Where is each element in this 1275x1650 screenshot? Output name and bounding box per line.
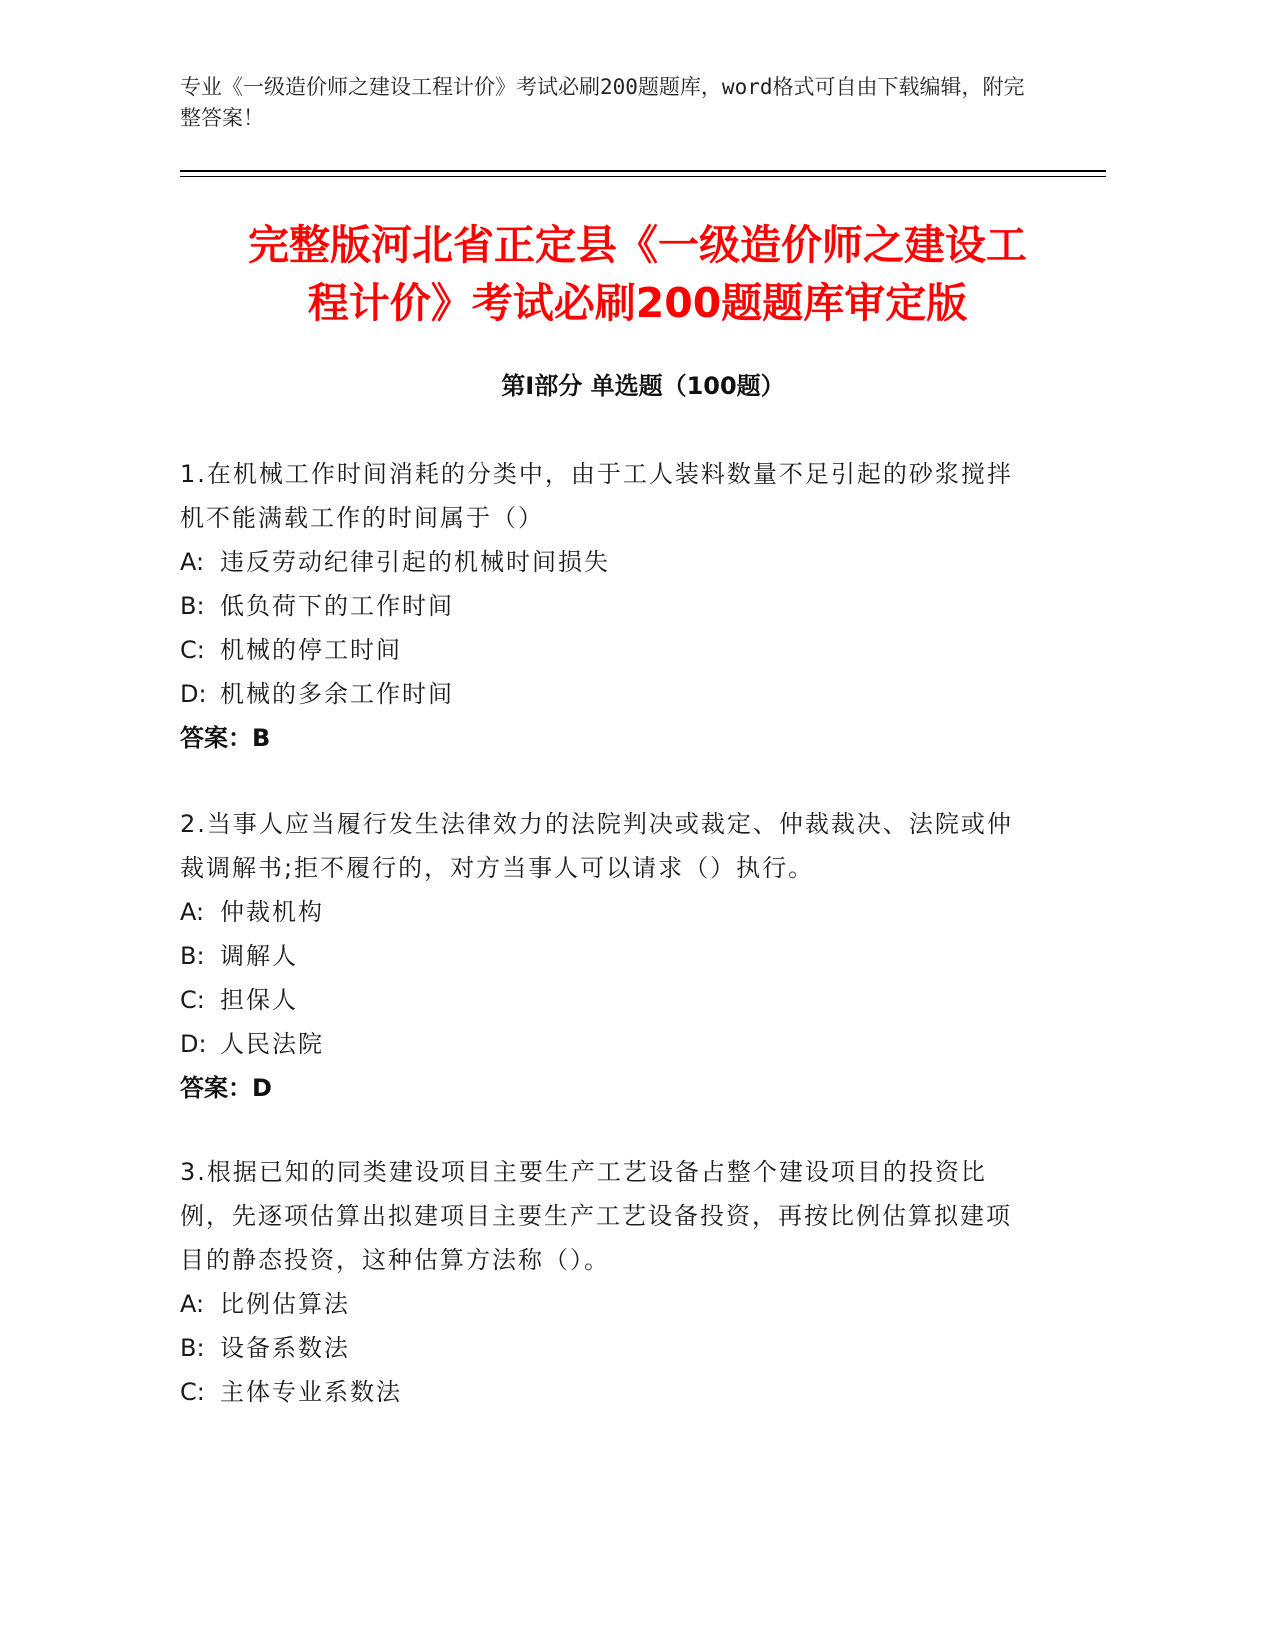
option-a: [180, 890, 1020, 934]
header-note: 专业《一级造价师之建设工程计价》考试必刷200题题库，word格式可自由下载编辑，附完整答案！: [180, 75, 1025, 130]
question-1: [180, 452, 1020, 760]
option-text: 机械的多余工作时间: [220, 680, 454, 708]
option-c: [180, 628, 1020, 672]
option-b: [180, 1326, 1020, 1370]
option-d: [180, 1022, 1020, 1066]
option-b: [180, 584, 1020, 628]
question-3: [180, 1150, 1020, 1414]
option-d: [180, 672, 1020, 716]
option-key: C:: [180, 1378, 205, 1406]
option-key: D:: [180, 680, 207, 708]
option-key: A:: [180, 548, 205, 576]
option-key: B:: [180, 942, 205, 970]
option-text: 人民法院: [220, 1030, 324, 1058]
option-b: [180, 934, 1020, 978]
option-key: B:: [180, 592, 205, 620]
option-text: 担保人: [220, 986, 298, 1014]
option-text: 调解人: [220, 942, 298, 970]
document-title: [160, 216, 1115, 332]
option-text: 设备系数法: [220, 1334, 350, 1362]
option-text: 比例估算法: [220, 1290, 350, 1318]
option-text: 低负荷下的工作时间: [220, 592, 454, 620]
option-a: [180, 1282, 1020, 1326]
option-key: B:: [180, 1334, 205, 1362]
option-key: A:: [180, 1290, 205, 1318]
option-a: [180, 540, 1020, 584]
question-stem: 3.根据已知的同类建设项目主要生产工艺设备占整个建设项目的投资比例，先逐项估算出拟建项目主要生产工艺设备投资，再按比例估算拟建项目的静态投资，这种估算方法称（）。: [180, 1158, 1012, 1274]
option-c: [180, 1370, 1020, 1414]
option-text: 违反劳动纪律引起的机械时间损失: [220, 548, 610, 576]
question-2: [180, 802, 1020, 1110]
option-key: C:: [180, 986, 205, 1014]
option-c: [180, 978, 1020, 1022]
document-title-line-1: 完整版河北省正定县《一级造价师之建设工: [248, 221, 1027, 269]
header-divider-thin: [180, 176, 1106, 177]
header-divider-thick: [180, 170, 1106, 172]
section-title: 第Ⅰ部分 单选题（100题）: [501, 372, 785, 400]
option-key: C:: [180, 636, 205, 664]
option-key: A:: [180, 898, 205, 926]
question-stem: 1.在机械工作时间消耗的分类中，由于工人装料数量不足引起的砂浆搅拌机不能满载工作的时间属于（）: [180, 460, 1013, 532]
answer: 答案：D: [180, 1074, 272, 1102]
option-text: 主体专业系数法: [220, 1378, 402, 1406]
option-key: D:: [180, 1030, 207, 1058]
question-stem: 2.当事人应当履行发生法律效力的法院判决或裁定、仲裁裁决、法院或仲裁调解书;拒不履行的，对方当事人可以请求（）执行。: [180, 810, 1013, 882]
answer: 答案：B: [180, 724, 271, 752]
document-title-line-2: 程计价》考试必刷200题题库审定版: [307, 279, 968, 327]
option-text: 仲裁机构: [220, 898, 324, 926]
option-text: 机械的停工时间: [220, 636, 402, 664]
